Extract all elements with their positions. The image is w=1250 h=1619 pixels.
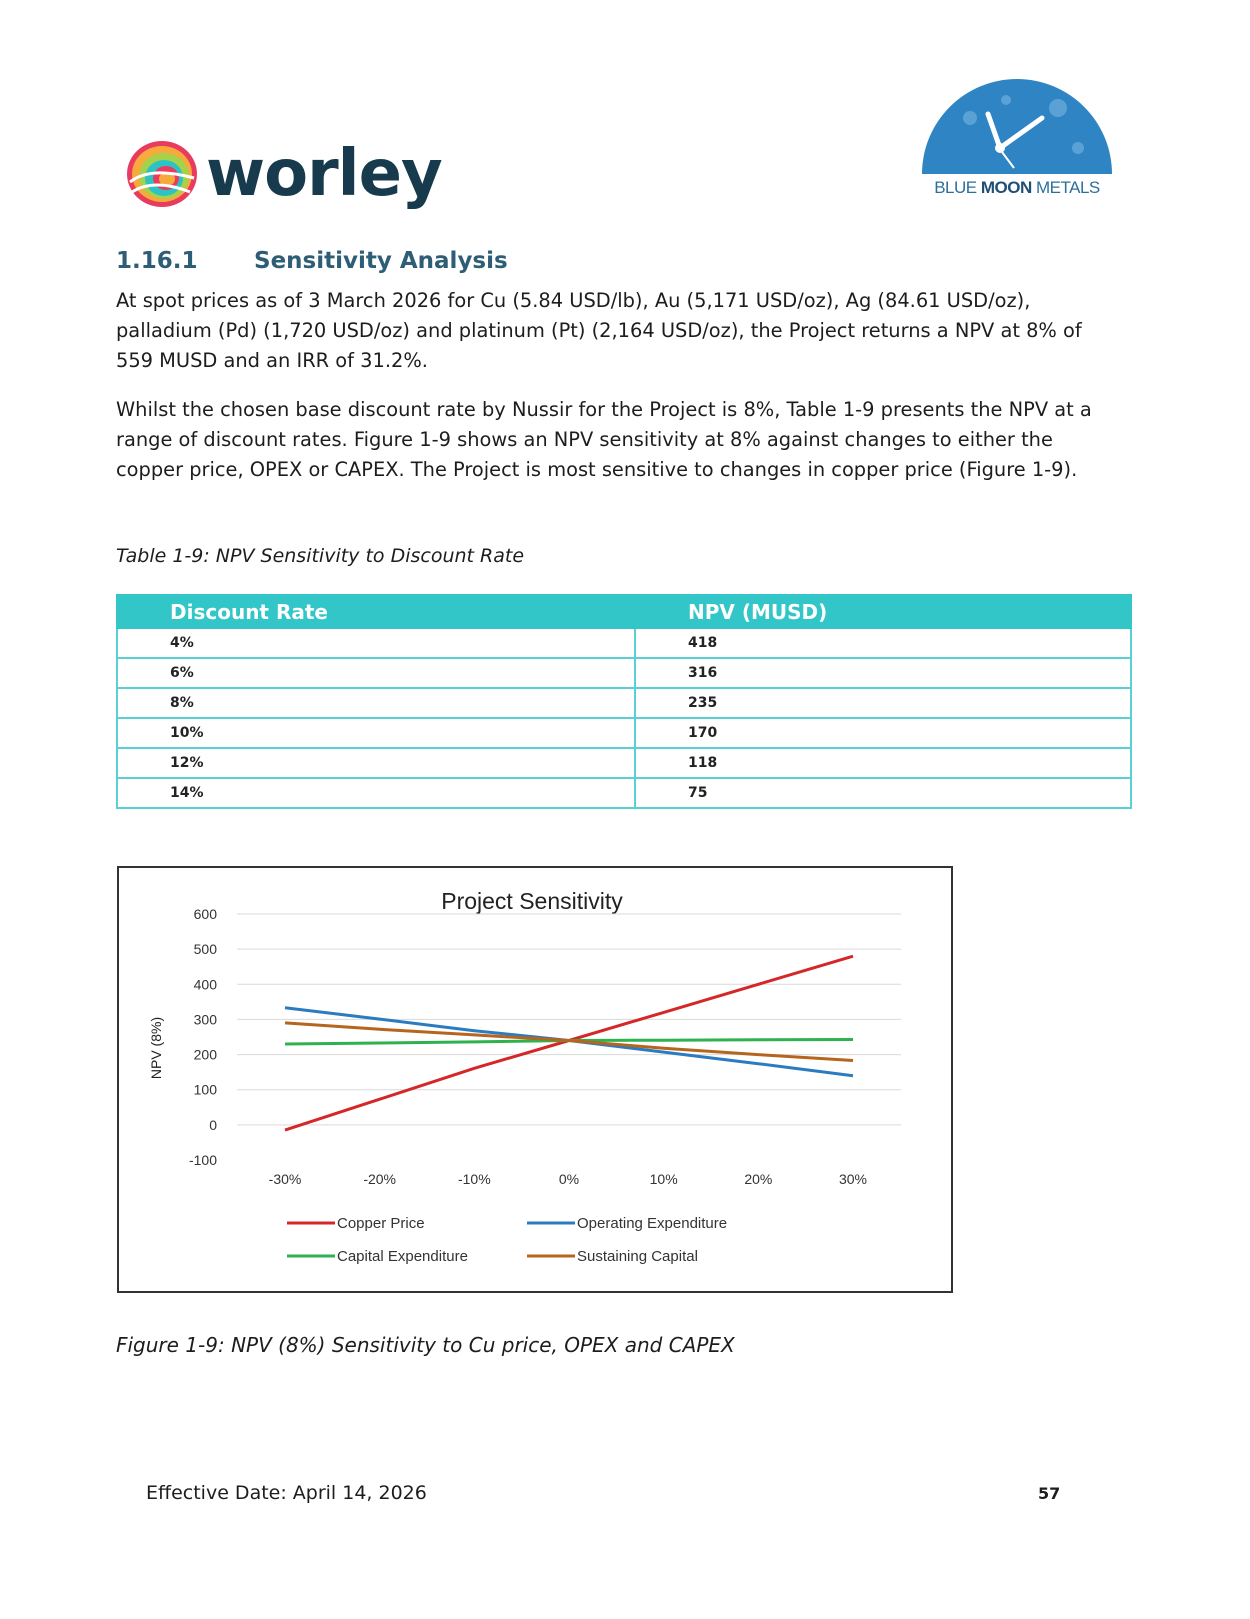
- table-cell-npv: 170: [635, 718, 1131, 748]
- chart-y-ticks: [189, 906, 217, 1168]
- project-sensitivity-chart: [117, 866, 953, 1293]
- worley-swirl-icon: [124, 138, 200, 210]
- table-cell-rate: 4%: [117, 628, 635, 658]
- header-logos: [0, 0, 1250, 230]
- chart-x-tick-label: 20%: [744, 1171, 773, 1187]
- chart-x-tick-label: -10%: [457, 1171, 491, 1187]
- chart-x-tick-label: -30%: [268, 1171, 302, 1187]
- blue-moon-metals-text: BLUE MOON METALS: [934, 178, 1100, 197]
- chart-y-axis-label: NPV (8%): [148, 1016, 164, 1080]
- table-row: [117, 748, 1131, 778]
- chart-x-tick-label: 30%: [838, 1171, 868, 1187]
- paragraph-spot-prices: At spot prices as of 3 March 2026 for Cu (5.84 USD/lb), Au (5,171 USD/oz), Ag (84.61 USD/oz), palladium (Pd) (1,720 USD/oz) and platinum (Pt) (2,164 USD/oz), the Project returns a NPV at 8% of 559 MUSD and an IRR of 31.2%.: [116, 289, 1082, 372]
- table-cell-rate: 8%: [117, 688, 635, 718]
- chart-y-tick-label: 400: [193, 976, 217, 993]
- table-header-row: [117, 595, 1131, 628]
- chart-y-tick-label: 300: [193, 1011, 217, 1028]
- table-row: [117, 778, 1131, 808]
- table-row: [117, 658, 1131, 688]
- chart-x-tick-label: -20%: [363, 1171, 397, 1187]
- npv-discount-table: [116, 594, 1132, 809]
- table-cell-rate: 10%: [117, 718, 635, 748]
- legend-label: Capital Expenditure: [337, 1248, 468, 1265]
- table-header-discount-rate: Discount Rate: [117, 595, 635, 628]
- section-title: Sensitivity Analysis: [254, 248, 508, 274]
- legend-label: Sustaining Capital: [577, 1248, 698, 1265]
- table-cell-rate: 6%: [117, 658, 635, 688]
- chart-grid: [237, 914, 901, 1125]
- blue-moon-metals-logo: [918, 78, 1116, 203]
- chart-y-tick-label: 600: [193, 906, 217, 922]
- table-cell-npv: 235: [635, 688, 1131, 718]
- figure-caption: Figure 1-9: NPV (8%) Sensitivity to Cu price, OPEX and CAPEX: [116, 1333, 735, 1357]
- footer-effective-date: Effective Date: April 14, 2026: [146, 1482, 427, 1504]
- table-cell-npv: 118: [635, 748, 1131, 778]
- table-row: [117, 628, 1131, 658]
- table-cell-npv: 316: [635, 658, 1131, 688]
- table-cell-npv: 75: [635, 778, 1131, 808]
- moon-clock-icon: [918, 78, 1116, 178]
- table-header-npv: NPV (MUSD): [635, 595, 1131, 628]
- table-cell-rate: 14%: [117, 778, 635, 808]
- chart-y-tick-label: 100: [193, 1081, 217, 1098]
- chart-x-tick-label: 10%: [649, 1171, 678, 1187]
- chart-y-tick-label: -100: [188, 1152, 217, 1168]
- chart-title: Project Sensitivity: [441, 888, 623, 914]
- worley-logo: [124, 138, 442, 210]
- section-number: 1.16.1: [116, 248, 198, 274]
- footer-page-number: 57: [1038, 1484, 1061, 1503]
- worley-wordmark: worley: [206, 137, 442, 211]
- chart-y-tick-label: 500: [193, 941, 217, 958]
- chart-svg: [119, 868, 951, 1291]
- section-heading: [116, 248, 508, 274]
- chart-series: [285, 956, 853, 1130]
- table-caption: Table 1-9: NPV Sensitivity to Discount Rate: [116, 545, 525, 567]
- chart-y-tick-label: 200: [193, 1046, 217, 1063]
- chart-y-tick-label: 0: [209, 1116, 217, 1133]
- legend-label: Operating Expenditure: [577, 1215, 728, 1232]
- table-cell-npv: 418: [635, 628, 1131, 658]
- chart-x-tick-label: 0%: [558, 1171, 580, 1187]
- chart-legend: [287, 1215, 727, 1265]
- table-row: [117, 718, 1131, 748]
- table-cell-rate: 12%: [117, 748, 635, 778]
- legend-label: Copper Price: [337, 1215, 425, 1232]
- chart-x-ticks: [269, 1171, 867, 1187]
- table-row: [117, 688, 1131, 718]
- paragraph-discount-rate: Whilst the chosen base discount rate by Nussir for the Project is 8%, Table 1-9 presents the NPV at a range of discount rates. Figure 1-9 shows an NPV sensitivity at 8% against changes to either the copper price, OPEX or CAPEX. The Project is most sensitive to changes in copper price (Figure 1-9).: [116, 398, 1092, 481]
